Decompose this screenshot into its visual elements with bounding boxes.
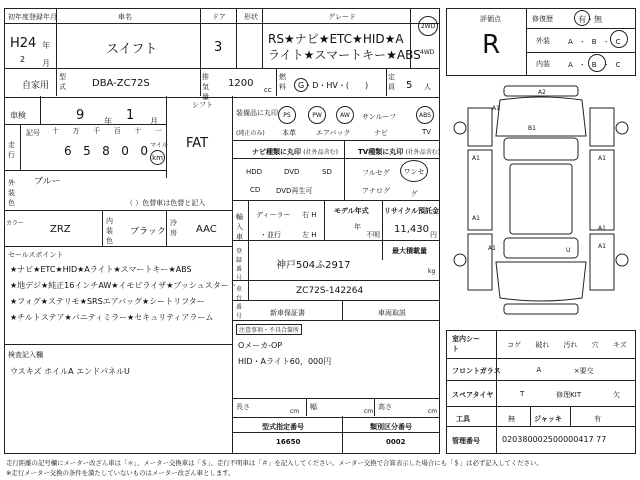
- grade-label: グレード: [328, 13, 356, 21]
- door-label: ドア: [212, 13, 226, 21]
- km-circle: km: [150, 150, 165, 165]
- height-label: 高さ: [378, 403, 392, 411]
- diagram-label: A2: [538, 89, 546, 96]
- ac-value: AAC: [196, 224, 217, 235]
- digit-header: 十: [134, 127, 142, 135]
- inspector-memo-label: 検査記入欄: [8, 351, 43, 359]
- inspection-year: 9: [76, 108, 85, 123]
- shift-label: シフト: [192, 101, 213, 109]
- ac-label: 冷房: [170, 219, 177, 237]
- management-number: 020380002500000417 77: [502, 435, 607, 444]
- first-reg-month-unit: 月: [42, 59, 50, 68]
- fuel-value: G・D・HV・( ): [298, 81, 369, 90]
- navi-title-text: ナビ種類に丸印: [252, 148, 301, 156]
- spare-item: 修理KIT: [556, 391, 582, 399]
- equipment-sublabel: (純正のみ): [236, 130, 265, 137]
- car-name-label: 車名: [118, 13, 132, 21]
- new-car-warranty: 新車保証書: [270, 309, 305, 317]
- equip-ps: PS: [278, 106, 296, 124]
- inspector-memo-text: ウスキズ ホイルA エンドパネルU: [10, 367, 130, 376]
- glass-label: フロントガラス: [452, 367, 501, 375]
- drive-2wd: 2WD: [418, 16, 438, 36]
- first-reg-year-unit: 年: [42, 41, 50, 50]
- diagram-label: A1: [598, 155, 606, 162]
- drive-4wd: 4WD: [420, 49, 435, 56]
- navi-sd: SD: [322, 168, 332, 176]
- cc-unit: cc: [264, 86, 272, 94]
- digit-header: 万: [72, 127, 80, 135]
- model-year-unit: 年: [354, 223, 361, 231]
- exterior-value: ブルー: [34, 177, 61, 187]
- diagram-wheel-rf: [616, 122, 628, 134]
- exterior-c-circle: [610, 30, 628, 48]
- equip-airbag: エアバック: [316, 129, 351, 137]
- exterior-grade-label: 外装: [536, 37, 550, 45]
- record-label: 記号: [26, 129, 40, 137]
- spare-item: T: [520, 390, 525, 398]
- model-year-label: モデル年式: [334, 207, 369, 215]
- diagram-roof: [510, 164, 572, 234]
- car-damage-diagram: [448, 80, 634, 328]
- inspection-year-unit: 年: [104, 117, 112, 126]
- sales-point-line: ★フォグ★ステリモ★SRSエアバッグ★シートリフター: [10, 297, 205, 306]
- grade-line-1: RS★ナビ★ETC★HID★A: [268, 32, 404, 46]
- import-right: 右 H: [302, 211, 317, 219]
- glass-items: [520, 366, 610, 376]
- length-unit: cm: [290, 408, 300, 415]
- score-label: 評価点: [480, 15, 501, 23]
- type-number-value: 16650: [276, 438, 301, 446]
- sales-point-line: ★チルトステア★バニティミラー★セキュリティアラーム: [10, 313, 214, 322]
- navi-dvd-play: DVD再生可: [276, 187, 313, 195]
- max-load-unit: kg: [428, 268, 436, 275]
- repair-label: 修復歴: [532, 15, 553, 23]
- digit-header: 一: [154, 127, 162, 135]
- mileage-digit: 8: [102, 144, 110, 158]
- seat-item: コゲ: [507, 341, 522, 349]
- mile-label: マイル: [150, 142, 168, 149]
- recycle-unit: 円: [430, 231, 437, 239]
- glass-item: A: [536, 366, 542, 374]
- equip-leather: 本革: [282, 129, 296, 137]
- import-label: 輸入車: [236, 213, 243, 241]
- navi-title: [252, 147, 338, 157]
- sales-point-line: ★ナビ★ETC★HID★Aライト★スマートキー★ABS: [10, 265, 192, 274]
- recycle-label: リサイクル預託金: [384, 207, 440, 215]
- diagram-hood: [496, 97, 586, 136]
- spare-label: スペアタイヤ: [452, 391, 494, 399]
- mileage-digit: 0: [140, 144, 148, 158]
- use-type: 自家用: [22, 81, 50, 91]
- displacement-value: 1200: [228, 78, 254, 89]
- capacity-unit: 人: [424, 83, 431, 91]
- model-label: 型式: [59, 73, 66, 91]
- diagram-label: A1: [598, 225, 606, 232]
- vehicle-manual: 車両取説: [378, 309, 406, 317]
- interior-color-label: 内装色: [106, 217, 113, 245]
- class-number-value: 0002: [386, 438, 406, 446]
- exterior-label: 外装色: [8, 179, 15, 207]
- footer-line-2: ※走行メーター交換の条件を満たしていないものはメーター改ざん車とします。: [6, 469, 235, 477]
- first-reg-month: 2: [20, 55, 26, 64]
- import-parallel: ・並行: [260, 231, 281, 239]
- color-label: カラー: [6, 220, 25, 227]
- mileage-label: 走行: [8, 141, 15, 159]
- digit-header: 千: [93, 127, 101, 135]
- exterior-grade-value: A・B・C: [568, 38, 627, 46]
- chassis-value: ZC72S-142264: [296, 286, 364, 296]
- inspection-month-unit: 月: [150, 117, 158, 126]
- digit-header: 百: [113, 127, 121, 135]
- diagram-windshield: [504, 138, 578, 160]
- seat-item: キズ: [612, 341, 627, 349]
- tv-title-sub: (社外品含む): [405, 149, 441, 156]
- shape-label: 形状: [244, 13, 258, 21]
- diagram-wheel-lf: [454, 122, 466, 134]
- class-number-label: 類別区分番号: [370, 423, 412, 431]
- diagram-right-door: [590, 150, 614, 230]
- registration-value: 神戸504ふ2917: [276, 260, 351, 271]
- interior-grade-value: A・B・C: [568, 61, 627, 69]
- score-value: R: [482, 30, 501, 60]
- seat-label: 室内シート: [452, 335, 480, 353]
- registration-label: 登録番号: [236, 248, 243, 282]
- grade-line-2: ライト★スマートキー★ABS: [268, 48, 421, 62]
- tv-title: [358, 147, 440, 157]
- seat-item: 破れ: [535, 341, 550, 349]
- notes-line: HID・Aライト60，000円: [238, 357, 332, 366]
- width-label: 幅: [310, 403, 317, 411]
- spare-items: [520, 390, 620, 400]
- color-code: ZRZ: [50, 224, 71, 235]
- mileage-digit: 5: [83, 144, 91, 158]
- recycle-value: 11,430: [394, 224, 429, 235]
- footer-line-1: 走行距離の記号欄にメーター改ざん車は「＊」、メーター交換車は「＄」、走行不明車は「＃」を記入してください。メーター交換で合算表示した場合にも「＄」は必ず記入してください。: [6, 459, 543, 467]
- diagram-label: U: [566, 247, 571, 254]
- max-load-label: 最大積載量: [392, 247, 427, 255]
- equip-aw: AW: [336, 106, 354, 124]
- displacement-label: 排気量: [202, 73, 209, 101]
- digit-headers: [52, 126, 162, 136]
- chassis-label: 車台番号: [236, 286, 243, 320]
- shift-value: FAT: [186, 136, 209, 151]
- diagram-label: A1: [488, 245, 496, 252]
- inspection-month: 1: [126, 108, 135, 123]
- fuel-label: 燃料: [279, 73, 286, 91]
- diagram-label: B1: [528, 125, 536, 132]
- import-left: 左 H: [302, 231, 317, 239]
- diagram-wheel-rr: [616, 254, 628, 266]
- capacity-label: 定員: [388, 73, 395, 91]
- navi-hdd: HDD: [246, 168, 263, 176]
- tv-fullseg: フルセグ: [362, 169, 390, 177]
- spare-item: 欠: [613, 391, 620, 399]
- diagram-label: A1: [472, 215, 480, 222]
- repair-value: 有・無: [578, 15, 602, 24]
- interior-color: ブラック: [130, 227, 166, 237]
- notes-line: Oメーカ-OP: [238, 341, 283, 350]
- length-label: 長さ: [236, 403, 250, 411]
- capacity-value: 5: [406, 80, 413, 91]
- interior-grade-label: 内装: [536, 60, 550, 68]
- mileage-digits: [64, 144, 148, 158]
- row-model: [4, 68, 440, 98]
- navi-title-sub: (社外品含む): [303, 149, 338, 156]
- diagram-label: A1: [492, 105, 500, 112]
- first-reg-year: H24: [10, 36, 37, 51]
- first-reg-label: 初年度登録年月: [8, 13, 57, 21]
- tool-label: 工具: [456, 415, 470, 423]
- diagram-right-front-fender: [590, 108, 614, 146]
- equip-pw: PW: [308, 106, 326, 124]
- height-unit: cm: [428, 408, 438, 415]
- import-dealer: ディーラー: [256, 211, 291, 219]
- seat-items: [500, 340, 634, 350]
- glass-item: ×要交: [573, 367, 594, 375]
- diagram-label: A1: [472, 155, 480, 162]
- navi-cd: CD: [250, 186, 261, 194]
- sales-points-label: セールスポイント: [8, 251, 64, 259]
- seat-item: 穴: [591, 341, 599, 349]
- model-year-unknown: 不明: [366, 231, 380, 239]
- seat-item: 汚れ: [563, 341, 578, 349]
- equip-tv: TV: [422, 128, 432, 136]
- equip-sunroof: サンルーフ: [362, 113, 397, 121]
- mileage-digit: 0: [121, 144, 129, 158]
- jack-value: 有: [594, 415, 601, 423]
- equipment-label: 装備品に丸印: [236, 109, 278, 117]
- tv-title-text: TV種類に丸印: [358, 148, 404, 156]
- diagram-wheel-lr: [454, 254, 466, 266]
- diagram-trunk: [496, 262, 586, 301]
- car-name: スイフト: [106, 42, 158, 57]
- digit-header: 十: [52, 127, 59, 135]
- equip-abs: ABS: [416, 106, 434, 124]
- diagram-rear-bumper: [504, 304, 578, 314]
- diagram-label: A1: [598, 243, 606, 250]
- type-number-label: 型式指定番号: [262, 423, 304, 431]
- notes-label: 注意事項・不具合箇所: [236, 324, 302, 335]
- jack-label: ジャッキ: [534, 415, 562, 423]
- equip-navi: ナビ: [374, 129, 388, 137]
- tv-analog: アナログ: [362, 187, 390, 195]
- mileage-digit: 6: [64, 144, 72, 158]
- sales-point-line: ★地デジ★純正16インチAW★イモビライザ★プッシュスタート: [10, 281, 237, 290]
- width-unit: cm: [364, 408, 374, 415]
- tv-oneseg: ワンセグ: [400, 160, 428, 182]
- tool-value: 無: [508, 415, 515, 423]
- exterior-note: （ ）色替車は色替と記入: [126, 199, 206, 207]
- management-label: 管理番号: [452, 437, 480, 445]
- diagram-left-rear-fender: [468, 234, 492, 290]
- door-count: 3: [214, 40, 223, 55]
- navi-dvd: DVD: [284, 168, 300, 176]
- interior-b-circle: [588, 54, 606, 72]
- diagram-left-front-fender: [468, 108, 492, 146]
- inspection-label: 車検: [10, 111, 26, 120]
- model-value: DBA-ZC72S: [92, 78, 150, 89]
